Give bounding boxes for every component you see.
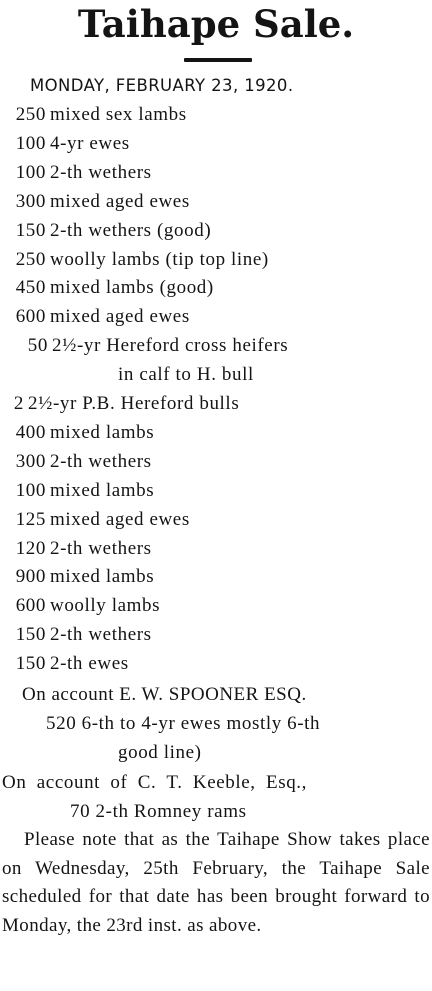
stock-description: mixed aged ewes (50, 508, 190, 530)
stock-quantity: 250 (15, 248, 46, 270)
page-title: Taihape Sale. (77, 2, 355, 46)
stock-description: mixed lambs (50, 421, 155, 443)
stock-entry (4, 509, 190, 531)
stock-description: woolly lambs (tip top line) (50, 248, 269, 270)
stock-quantity: 150 (15, 219, 46, 241)
stock-entry (4, 538, 152, 560)
account-entry-keeble: 70 2-th Romney rams (70, 801, 247, 822)
account-entry-spooner-cont: good line) (118, 742, 202, 763)
stock-entry (118, 364, 254, 386)
stock-description: mixed aged ewes (50, 306, 190, 328)
stock-description: 2-th wethers (50, 624, 152, 646)
sale-date: MONDAY, FEBRUARY 23, 1920. (30, 76, 294, 95)
stock-entry (4, 133, 130, 155)
stock-quantity: 100 (15, 132, 46, 154)
stock-entry (4, 306, 190, 328)
stock-entry (4, 624, 152, 646)
stock-entry (4, 480, 154, 502)
stock-description: 4-yr ewes (50, 132, 130, 154)
stock-description: 2½-yr P.B. Hereford bulls (28, 393, 240, 414)
stock-entry (4, 249, 269, 271)
stock-description: woolly lambs (50, 595, 161, 617)
stock-description: 2-th ewes (50, 653, 129, 675)
stock-description: mixed lambs (50, 566, 155, 588)
stock-quantity: 100 (15, 161, 46, 183)
stock-entry (4, 277, 214, 299)
stock-quantity: 900 (15, 566, 46, 588)
stock-description: mixed lambs (good) (50, 277, 214, 299)
stock-quantity: 150 (15, 624, 46, 646)
title-rule (184, 58, 252, 62)
notice-paragraph: Please note that as the Taihape Show takes place on Wednesday, 25th February, the Taihape Sale scheduled for that date has been brought forward to Monday, the 23rd inst. as above. (2, 829, 430, 936)
stock-entry (6, 335, 288, 357)
stock-entry (4, 566, 154, 588)
stock-quantity: 2 (13, 393, 24, 414)
account-entry-spooner: 520 6-th to 4-yr ewes mostly 6-th (46, 713, 321, 734)
stock-entry (4, 451, 152, 473)
stock-entry (4, 653, 129, 675)
stock-entry (4, 220, 211, 242)
stock-entry (4, 191, 190, 213)
stock-entry (4, 104, 187, 126)
stock-description: 2½-yr Hereford cross heifers (52, 335, 289, 357)
stock-quantity: 450 (15, 277, 46, 299)
stock-quantity: 400 (15, 421, 46, 443)
stock-description: 2-th wethers (50, 450, 152, 472)
stock-description: 2-th wethers (50, 537, 152, 559)
stock-description: mixed aged ewes (50, 190, 190, 212)
stock-quantity: 125 (15, 508, 46, 530)
stock-entry (4, 162, 152, 184)
account-heading-spooner: On account E. W. SPOONER ESQ. (22, 684, 307, 705)
stock-entry (0, 393, 239, 415)
stock-quantity: 600 (15, 306, 46, 328)
stock-quantity: 300 (15, 450, 46, 472)
stock-description: in calf to H. bull (118, 364, 254, 386)
account-heading-keeble: On account of C. T. Keeble, Esq., (2, 772, 308, 793)
stock-entry (4, 595, 160, 617)
stock-quantity: 100 (15, 479, 46, 501)
stock-quantity: 120 (15, 537, 46, 559)
stock-quantity: 50 (27, 335, 48, 357)
stock-description: mixed lambs (50, 479, 155, 501)
stock-description: 2-th wethers (good) (50, 219, 212, 241)
stock-description: 2-th wethers (50, 161, 152, 183)
stock-quantity: 150 (15, 653, 46, 675)
stock-description: mixed sex lambs (50, 104, 187, 125)
stock-quantity: 300 (15, 190, 46, 212)
stock-quantity: 600 (15, 595, 46, 617)
stock-entry (4, 422, 154, 444)
stock-quantity: 250 (15, 104, 46, 125)
